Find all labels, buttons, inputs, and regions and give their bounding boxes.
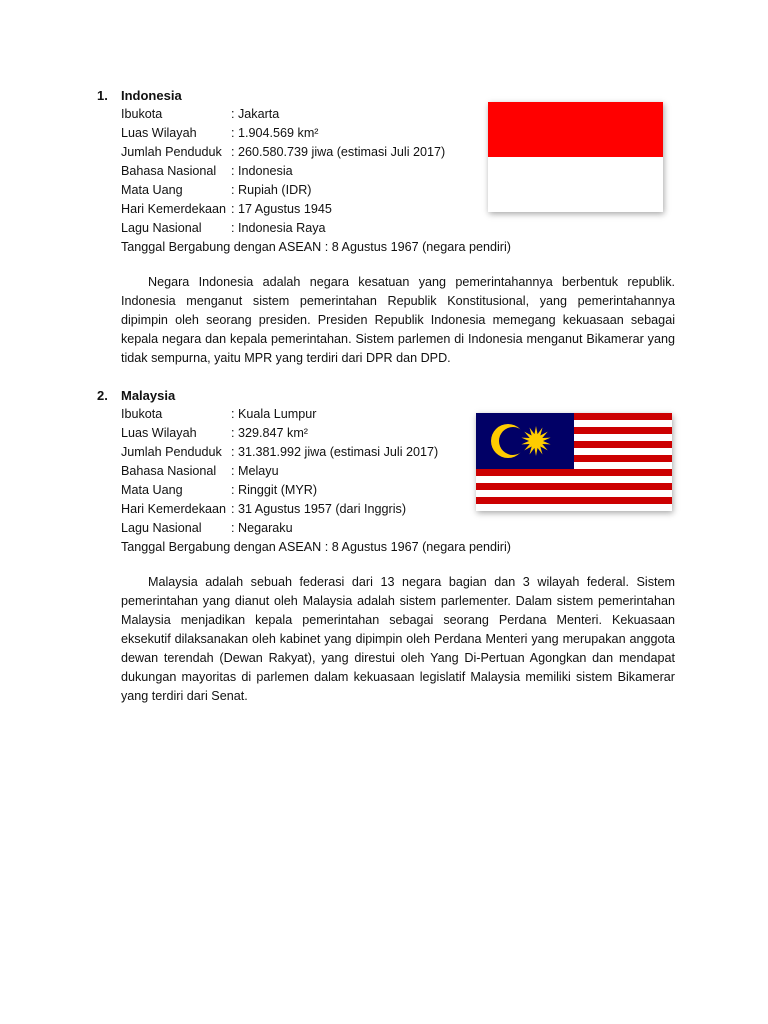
section-number: 1. [97, 88, 108, 103]
info-row-population [121, 443, 511, 462]
info-row-asean: Tanggal Bergabung dengan ASEAN : 8 Agustus 1967 (negara pendiri) [121, 240, 511, 254]
info-list [121, 105, 511, 257]
info-value: : 17 Agustus 1945 [231, 202, 332, 216]
info-row-currency [121, 481, 511, 500]
info-row-independence [121, 200, 511, 219]
info-row-independence [121, 500, 511, 519]
info-value: : Ringgit (MYR) [231, 483, 318, 497]
info-row-area [121, 124, 511, 143]
info-label: Bahasa Nasional [121, 464, 217, 478]
info-row-anthem [121, 219, 511, 238]
flag-stripe [476, 469, 672, 476]
info-label: Jumlah Penduduk [121, 445, 222, 459]
info-label: Hari Kemerdekaan [121, 202, 226, 216]
info-label: Lagu Nasional [121, 521, 202, 535]
info-label: Mata Uang [121, 483, 183, 497]
info-value: : Rupiah (IDR) [231, 183, 312, 197]
section-heading [97, 387, 175, 405]
flag-stripe [476, 497, 672, 504]
info-value: : 260.580.739 jiwa (estimasi Juli 2017) [231, 145, 446, 159]
info-row-asean: Tanggal Bergabung dengan ASEAN : 8 Agustus 1967 (negara pendiri) [121, 540, 511, 554]
country-name: Indonesia [121, 88, 182, 103]
info-value: : Negaraku [231, 521, 293, 535]
info-value: : 329.847 km² [231, 426, 309, 440]
flag-crescent-mask [499, 427, 527, 455]
info-row-currency [121, 181, 511, 200]
info-row-capital [121, 105, 511, 124]
info-label: Luas Wilayah [121, 426, 197, 440]
info-label: Luas Wilayah [121, 126, 197, 140]
info-label: Jumlah Penduduk [121, 145, 222, 159]
country-name: Malaysia [121, 388, 176, 403]
info-value: : 31 Agustus 1957 (dari Inggris) [231, 502, 407, 516]
info-value: : Indonesia Raya [231, 221, 326, 235]
info-value: : Kuala Lumpur [231, 407, 317, 421]
info-list [121, 405, 511, 557]
info-value: : Melayu [231, 464, 279, 478]
info-label: Mata Uang [121, 183, 183, 197]
info-row-language [121, 462, 511, 481]
info-row-anthem [121, 519, 511, 538]
info-label: Lagu Nasional [121, 221, 202, 235]
description-paragraph: Malaysia adalah sebuah federasi dari 13 negara bagian dan 3 wilayah federal. Sistem pemerintahan yang dianut oleh Malaysia adalah sistem parlementer. Dalam sistem pemerintahan Malaysia menjadikan kepala pemerintahan sebagai seorang Perdana Menteri. Kekuasaan eksekutif dilaksanakan oleh kabinet yang dipimpin oleh Perdana Menteri yang merupakan anggota dewan terendah (Dewan Rakyat), yang direstui oleh Yang Di-Pertuan Agongkan dan mendapat dukungan mayoritas di parlemen dalam kekuasaan legislatif Malaysia memiliki sistem Bikamerar yang terdiri dari Senat. [121, 575, 675, 703]
flag-stripe [476, 483, 672, 490]
info-row-capital [121, 405, 511, 424]
info-label: Bahasa Nasional [121, 164, 217, 178]
indonesia-flag [488, 102, 663, 212]
description-paragraph: Negara Indonesia adalah negara kesatuan yang pemerintahannya berbentuk republik. Indonesia menganut sistem pemerintahan Republik Konstitusional, yang pemerintahannya dipimpin oleh seorang presiden. Presiden Republik Indonesia memegang kekuasaan sebagai kepala negara dan kepala pemerintahan. Sistem parlemen di Indonesia menganut Bikamerar yang tidak sempurna, yaitu MPR yang terdiri dari DPR dan DPD. [121, 275, 675, 365]
flag-stripe [476, 490, 672, 497]
malaysia-flag [476, 413, 672, 511]
info-value: : Jakarta [231, 107, 280, 121]
malaysia-flag-svg [476, 413, 672, 511]
info-row-language [121, 162, 511, 181]
section-heading [97, 87, 182, 105]
info-label: Ibukota [121, 407, 163, 421]
info-row-population [121, 143, 511, 162]
flag-white-band [488, 157, 663, 212]
flag-stripe [476, 504, 672, 511]
info-value: : Indonesia [231, 164, 293, 178]
info-value: : 1.904.569 km² [231, 126, 319, 140]
section-number: 2. [97, 388, 108, 403]
info-value: : 31.381.992 jiwa (estimasi Juli 2017) [231, 445, 439, 459]
indonesia-flag-svg [488, 102, 663, 212]
info-row-area [121, 424, 511, 443]
info-label: Hari Kemerdekaan [121, 502, 226, 516]
flag-red-band [488, 102, 663, 157]
info-label: Ibukota [121, 107, 163, 121]
flag-stripe [476, 476, 672, 483]
